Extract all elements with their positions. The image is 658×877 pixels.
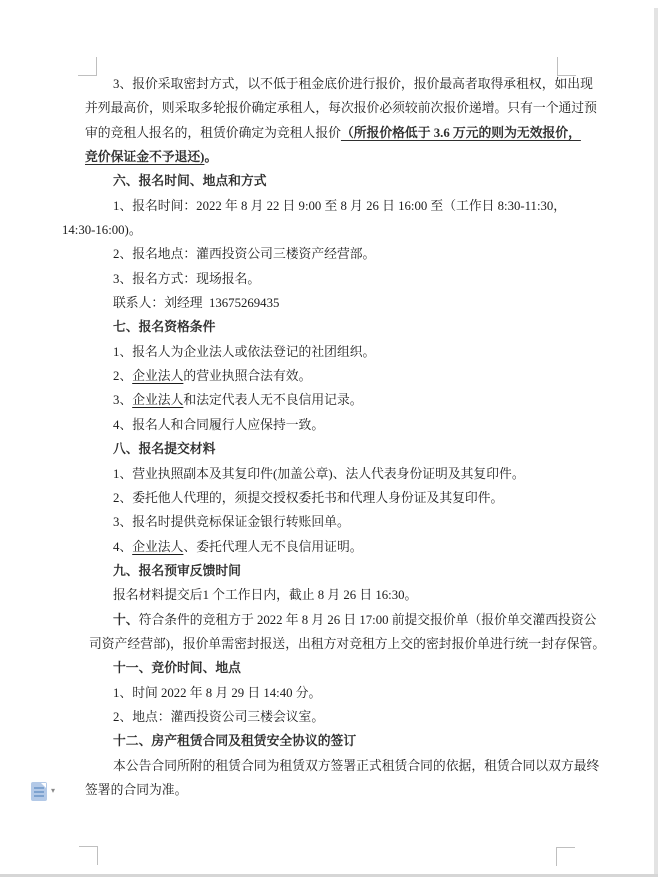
margin-crop-mark-bottom-left xyxy=(79,846,98,865)
doc-text-segment: 2、报名地点：灌西投资公司三楼资产经营部。 xyxy=(113,247,376,262)
doc-text-segment: 3、 xyxy=(113,393,133,408)
doc-line-23 xyxy=(85,608,597,632)
doc-line-14 xyxy=(85,388,590,412)
doc-text-segment: 企业法人 xyxy=(132,369,184,384)
doc-text-segment: 审的竞租人报名的，租赁价确定为竞租人报价 xyxy=(85,125,341,140)
doc-line-28 xyxy=(85,729,590,753)
doc-line-11 xyxy=(85,315,590,339)
doc-text-segment: 十二、房产租赁合同及租赁安全协议的签订 xyxy=(113,734,357,749)
doc-line-4 xyxy=(85,145,590,169)
doc-line-20 xyxy=(85,535,590,559)
doc-text-segment: （所报价格低于 3.6 万元的则为无效报价， xyxy=(340,125,581,140)
doc-line-8 xyxy=(85,242,590,266)
doc-text-segment: 联系人：刘经理 13675269435 xyxy=(113,296,280,311)
doc-text-segment: 14:30-16:00)。 xyxy=(62,223,142,238)
doc-text-segment: 3、报名时提供竞标保证金银行转账回单。 xyxy=(113,515,350,530)
doc-text-segment: 本公告合同所附的租赁合同为租赁双方签署正式租赁合同的依据，租赁合同以双方最终 xyxy=(113,758,600,773)
doc-text-segment: 十一、竞价时间、地点 xyxy=(113,661,241,676)
doc-text-segment: 九、报名预审反馈时间 xyxy=(113,563,241,578)
doc-text-segment: 1、时间 2022 年 8 月 29 日 14:40 分。 xyxy=(113,685,322,700)
doc-line-29 xyxy=(85,754,600,778)
doc-line-1 xyxy=(85,72,593,96)
doc-line-17 xyxy=(85,462,590,486)
doc-text-segment: 八、报名提交材料 xyxy=(113,442,216,457)
doc-text-segment: 2、委托他人代理的，须提交授权委托书和代理人身份证及其复印件。 xyxy=(113,490,504,505)
doc-text-segment: 2、地点：灌西投资公司三楼会议室。 xyxy=(113,709,325,724)
doc-text-segment: 竞价保证金不予退还) xyxy=(85,150,205,165)
doc-line-24 xyxy=(85,632,606,656)
doc-line-12 xyxy=(85,340,590,364)
doc-line-9 xyxy=(85,267,590,291)
paste-options-button[interactable] xyxy=(31,780,65,802)
doc-text-segment: 4、报名人和合同履行人应保持一致。 xyxy=(113,417,325,432)
doc-text-segment: 签署的合同为准。 xyxy=(85,782,188,797)
doc-text-segment: 3、报名方式：现场报名。 xyxy=(113,271,261,286)
doc-line-13 xyxy=(85,364,590,388)
doc-line-22 xyxy=(85,583,590,607)
doc-text-segment: 的营业执照合法有效。 xyxy=(183,369,312,384)
doc-line-30 xyxy=(85,778,590,802)
doc-text-segment: 报名材料提交后1 个工作日内，截止 8 月 26 日 16:30。 xyxy=(113,588,418,603)
window-edge-right xyxy=(654,8,658,877)
doc-text-segment: 七、报名资格条件 xyxy=(113,320,216,335)
chevron-down-icon: ▾ xyxy=(51,786,56,795)
doc-line-15 xyxy=(85,413,590,437)
doc-text-segment: 3、报价采取密封方式，以不低于租金底价进行报价，报价最高者取得承租权，如出现 xyxy=(113,77,593,91)
doc-text-segment: 并列最高价，则采取多轮报价确定承租人，每次报价必须较前次报价递增。只有一个通过预 xyxy=(85,101,597,116)
doc-line-16 xyxy=(85,437,590,461)
doc-line-3 xyxy=(85,121,590,145)
doc-line-10 xyxy=(85,291,590,315)
doc-line-21 xyxy=(85,559,590,583)
doc-line-6 xyxy=(85,194,590,218)
paste-options-icon xyxy=(31,782,47,801)
doc-line-18 xyxy=(85,486,590,510)
doc-text-segment: 2、 xyxy=(113,369,133,384)
doc-line-27 xyxy=(85,705,590,729)
doc-text-segment: 企业法人 xyxy=(132,393,184,408)
doc-text-segment: 符合条件的竞租方于 2022 年 8 月 26 日 17:00 前提交报价单（报价单交灌西投资公 xyxy=(138,612,597,627)
doc-text-segment: 1、营业执照副本及其复印件(加盖公章)、法人代表身份证明及其复印件。 xyxy=(113,466,525,481)
doc-text-segment: 司资产经营部)，报价单需密封报送，出租方对竞租方上交的密封报价单进行统一封存保管。 xyxy=(89,636,606,651)
doc-text-segment: 4、 xyxy=(113,539,133,554)
doc-text-segment: 、委托代理人无不良信用证明。 xyxy=(183,539,363,554)
doc-line-19 xyxy=(85,510,590,534)
document-text xyxy=(62,72,606,802)
doc-line-25 xyxy=(85,656,590,680)
margin-crop-mark-bottom-right xyxy=(556,847,575,866)
doc-text-segment: 和法定代表人无不良信用记录。 xyxy=(183,393,363,408)
doc-line-2 xyxy=(85,96,597,120)
doc-text-segment: 企业法人 xyxy=(132,539,184,554)
doc-line-5 xyxy=(85,169,590,193)
doc-text-segment: 1、报名人为企业法人或依法登记的社团组织。 xyxy=(113,344,376,359)
doc-line-26 xyxy=(85,681,590,705)
doc-text-segment: 六、报名时间、地点和方式 xyxy=(113,174,267,189)
doc-line-7 xyxy=(62,218,590,242)
doc-text-segment: 。 xyxy=(204,150,218,165)
doc-text-segment: 十、 xyxy=(113,612,139,627)
doc-text-segment: 1、报名时间：2022 年 8 月 22 日 9:00 至 8 月 26 日 16:00 至（工作日 8:30-11:30， xyxy=(113,198,567,213)
